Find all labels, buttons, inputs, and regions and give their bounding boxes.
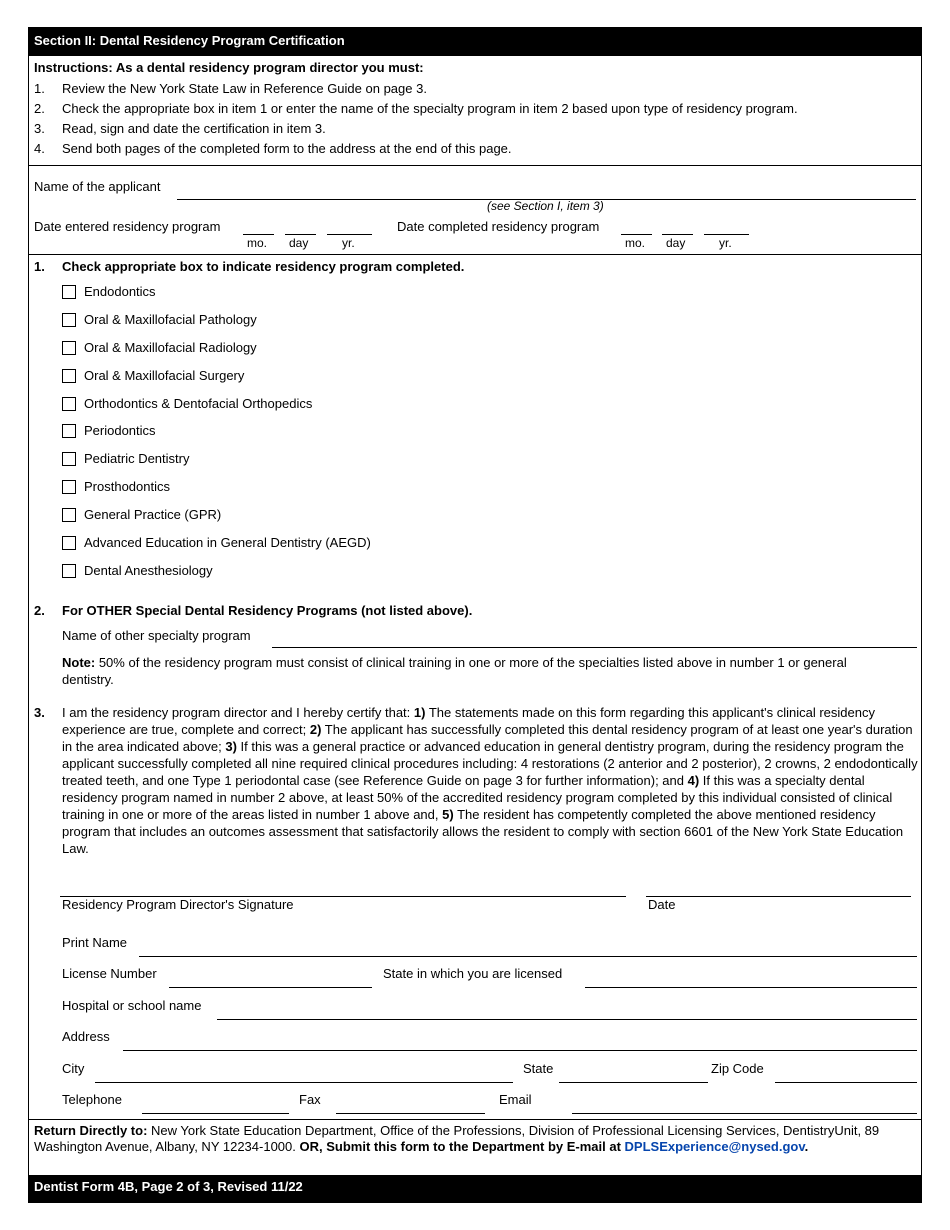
option-label: General Practice (GPR) <box>84 507 222 522</box>
signature-date-field[interactable] <box>646 896 911 897</box>
checkbox-dental-anesthesiology[interactable] <box>62 564 76 578</box>
divider <box>29 1119 921 1120</box>
option-label: Oral & Maxillofacial Radiology <box>84 340 257 355</box>
option-label: Orthodontics & Dentofacial Orthopedics <box>84 396 313 411</box>
day-caption: day <box>666 236 686 250</box>
instruction-num: 2. <box>34 101 45 116</box>
state-label: State <box>523 1061 554 1076</box>
instruction-num: 3. <box>34 121 45 136</box>
divider <box>29 165 921 166</box>
item2-number: 2. <box>34 603 45 618</box>
print-name-field[interactable] <box>139 956 917 957</box>
fax-label: Fax <box>299 1092 321 1107</box>
checkbox-prosthodontics[interactable] <box>62 480 76 494</box>
return-or-text: OR, Submit this form to the Department by E-mail at <box>299 1139 621 1154</box>
other-specialty-label: Name of other specialty program <box>62 628 251 643</box>
applicant-name-note: (see Section I, item 3) <box>487 199 604 213</box>
other-specialty-field[interactable] <box>272 647 917 648</box>
cert-text: If this was a general practice or advanced education in general dentistry program, during the residency program the applicant successfully completed all nine required clinical procedures including: 4 restorations (2 anterior and 2 posterior), 2 crowns, 2 endodontically treated teeth, and one Type 1 periodontal case (see Reference Guide on page 3 for further information); and <box>62 739 918 788</box>
return-email-link[interactable]: DPLSExperience@nysed.gov <box>624 1139 805 1154</box>
checkbox-orthodontics[interactable] <box>62 397 76 411</box>
footer-bar <box>29 1175 921 1203</box>
option-label: Oral & Maxillofacial Pathology <box>84 312 257 327</box>
state-licensed-field[interactable] <box>585 987 917 988</box>
month-caption: mo. <box>247 236 268 250</box>
year-caption: yr. <box>719 236 732 250</box>
cert-text: The applicant has successfully completed this dental residency program of at least one year's duration in the area indicated above; <box>62 722 913 754</box>
checkbox-periodontics[interactable] <box>62 424 76 438</box>
period: . <box>804 1139 809 1154</box>
instruction-text: Send both pages of the completed form to the address at the end of this page. <box>62 141 512 156</box>
instruction-text: Check the appropriate box in item 1 or enter the name of the specialty program in item 2 based upon type of residency program. <box>62 101 798 116</box>
license-number-field[interactable] <box>169 987 372 988</box>
footer-text: Dentist Form 4B, Page 2 of 3, Revised 11/22 <box>34 1179 303 1194</box>
section-title-bar <box>29 28 921 56</box>
year-caption: yr. <box>342 236 355 250</box>
signature-label: Residency Program Director's Signature <box>62 897 294 912</box>
return-text: New York State Education Department, Office of the Professions, Division of Professional Licensing Services, DentistryUnit, 89 Washington Avenue, Albany, NY 12234-1000. <box>34 1123 880 1154</box>
email-field[interactable] <box>572 1113 917 1114</box>
section-title: Section II: Dental Residency Program Certification <box>34 33 345 48</box>
item1-number: 1. <box>34 259 45 274</box>
return-instructions <box>34 1123 894 1155</box>
hospital-label: Hospital or school name <box>62 998 202 1013</box>
option-label: Advanced Education in General Dentistry (AEGD) <box>84 535 371 550</box>
hospital-field[interactable] <box>217 1019 917 1020</box>
cert-marker: 1) <box>413 705 426 720</box>
city-field[interactable] <box>95 1082 513 1083</box>
city-label: City <box>62 1061 85 1076</box>
telephone-label: Telephone <box>62 1092 122 1107</box>
address-label: Address <box>62 1029 110 1044</box>
cert-text: The resident has competently completed the above mentioned residency program that includes an outcomes assessment that satisfactorily allows the resident to comply with section 6601 of the New York State Education Law. <box>62 807 904 856</box>
option-label: Endodontics <box>84 284 156 299</box>
zip-label: Zip Code <box>711 1061 764 1076</box>
telephone-field[interactable] <box>142 1113 289 1114</box>
instruction-num: 1. <box>34 81 45 96</box>
instruction-text: Read, sign and date the certification in item 3. <box>62 121 326 136</box>
checkbox-oral-maxillofacial-pathology[interactable] <box>62 313 76 327</box>
fax-field[interactable] <box>336 1113 485 1114</box>
email-label: Email <box>499 1092 532 1107</box>
checkbox-aegd[interactable] <box>62 536 76 550</box>
state-licensed-label: State in which you are licensed <box>383 966 563 981</box>
item3-number: 3. <box>34 705 45 720</box>
cert-marker: 4) <box>687 773 700 788</box>
cert-text: If this was a specialty dental residency program named in number 2 above, at least 50% of the accredited residency program completed by this individual consisted of clinical training in one or more of the areas listed in number 1 above and, <box>62 773 893 822</box>
checkbox-endodontics[interactable] <box>62 285 76 299</box>
zip-field[interactable] <box>775 1082 917 1083</box>
month-caption: mo. <box>625 236 646 250</box>
item2-note <box>62 654 892 688</box>
divider <box>29 254 921 255</box>
cert-marker: 5) <box>442 807 454 822</box>
checkbox-general-practice[interactable] <box>62 508 76 522</box>
checkbox-oral-maxillofacial-radiology[interactable] <box>62 341 76 355</box>
applicant-name-label: Name of the applicant <box>34 179 161 194</box>
state-field[interactable] <box>559 1082 708 1083</box>
option-label: Pediatric Dentistry <box>84 451 190 466</box>
signature-date-label: Date <box>648 897 676 912</box>
option-label: Prosthodontics <box>84 479 170 494</box>
print-name-label: Print Name <box>62 935 128 950</box>
license-number-label: License Number <box>62 966 157 981</box>
day-caption: day <box>289 236 309 250</box>
checkbox-oral-maxillofacial-surgery[interactable] <box>62 369 76 383</box>
note-text: 50% of the residency program must consist of clinical training in one or more of the specialties listed above in number 1 or general dentistry. <box>62 655 847 687</box>
item2-heading: For OTHER Special Dental Residency Programs (not listed above). <box>62 603 473 618</box>
option-label: Oral & Maxillofacial Surgery <box>84 368 245 383</box>
date-entered-label: Date entered residency program <box>34 219 221 234</box>
address-field[interactable] <box>123 1050 917 1051</box>
date-completed-label: Date completed residency program <box>397 219 600 234</box>
form-page <box>28 27 922 1203</box>
cert-text: The statements made on this form regarding this applicant's clinical residency experience are true, complete and correct; <box>62 705 875 737</box>
item1-heading: Check appropriate box to indicate residency program completed. <box>62 259 465 274</box>
checkbox-pediatric-dentistry[interactable] <box>62 452 76 466</box>
certification-text <box>62 704 920 857</box>
instruction-text: Review the New York State Law in Reference Guide on page 3. <box>62 81 427 96</box>
cert-marker: 3) <box>225 739 237 754</box>
note-label: Note: <box>62 655 96 670</box>
option-label: Dental Anesthesiology <box>84 563 213 578</box>
instructions-heading: Instructions: As a dental residency program director you must: <box>34 60 424 75</box>
instruction-num: 4. <box>34 141 45 156</box>
cert-text: I am the residency program director and I hereby certify that: <box>62 705 414 720</box>
option-label: Periodontics <box>84 423 156 438</box>
return-label: Return Directly to: <box>34 1123 148 1138</box>
cert-marker: 2) <box>309 722 322 737</box>
